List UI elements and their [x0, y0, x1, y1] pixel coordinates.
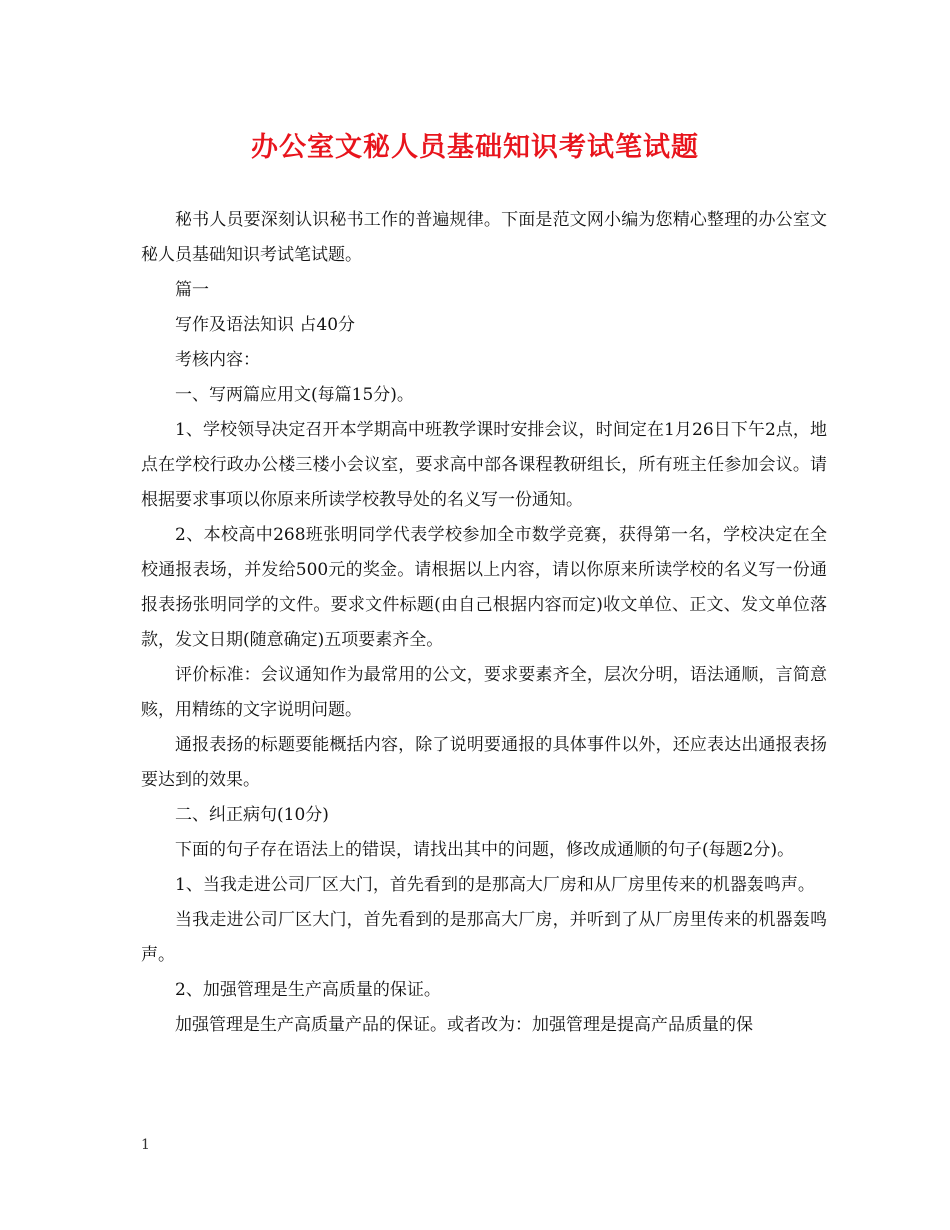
document-body	[141, 203, 827, 1043]
paragraph-intro: 秘书人员要深刻认识秘书工作的普遍规律。下面是范文网小编为您精心整理的办公室文秘人员基础知识考试笔试题。	[141, 210, 827, 265]
paragraph-correction-2: 加强管理是生产高质量产品的保证。或者改为：加强管理是提高产品质量的保	[175, 1015, 753, 1035]
page-number: 1	[141, 1137, 150, 1153]
paragraph-sentence-1: 1、当我走进公司厂区大门，首先看到的是那高大厂房和从厂房里传来的机器轰鸣声。	[175, 875, 815, 895]
paragraph-correction-1: 当我走进公司厂区大门，首先看到的是那高大厂房，并听到了从厂房里传来的机器轰鸣声。	[141, 910, 827, 965]
paragraph-content-heading: 考核内容：	[175, 350, 260, 370]
paragraph-section-label: 篇一	[175, 280, 209, 300]
document-title: 办公室文秘人员基础知识考试笔试题	[251, 132, 699, 163]
paragraph-sentence-2: 2、加强管理是生产高质量的保证。	[175, 980, 441, 1000]
paragraph-part-heading: 写作及语法知识 占40分	[175, 315, 356, 335]
paragraph-item-two-heading: 二、纠正病句(10分)	[175, 805, 329, 825]
paragraph-criteria-bulletin: 通报表扬的标题要能概括内容，除了说明要通报的具体事件以外，还应表达出通报表扬要达到的效果。	[141, 735, 827, 790]
paragraph-item-two-instruction: 下面的句子存在语法上的错误，请找出其中的问题，修改成通顺的句子(每题2分)。	[175, 840, 795, 860]
paragraph-criteria-notice: 评价标准：会议通知作为最常用的公文，要求要素齐全，层次分明，语法通顺，言简意赅，用精练的文字说明问题。	[141, 665, 827, 720]
paragraph-question-2: 2、本校高中268班张明同学代表学校参加全市数学竞赛，获得第一名，学校决定在全校通报表场，并发给500元的奖金。请根据以上内容，请以你原来所读学校的名义写一份通报表扬张明同学的文件。要求文件标题(由自己根据内容而定)收文单位、正文、发文单位落款，发文日期(随意确定)五项要素齐全。	[141, 525, 827, 650]
paragraph-item-one-heading: 一、写两篇应用文(每篇15分)。	[175, 385, 414, 405]
paragraph-question-1: 1、学校领导决定召开本学期高中班教学课时安排会议，时间定在1月26日下午2点，地点在学校行政办公楼三楼小会议室，要求高中部各课程教研组长，所有班主任参加会议。请根据要求事项以你原来所读学校教导处的名义写一份通知。	[141, 420, 827, 510]
